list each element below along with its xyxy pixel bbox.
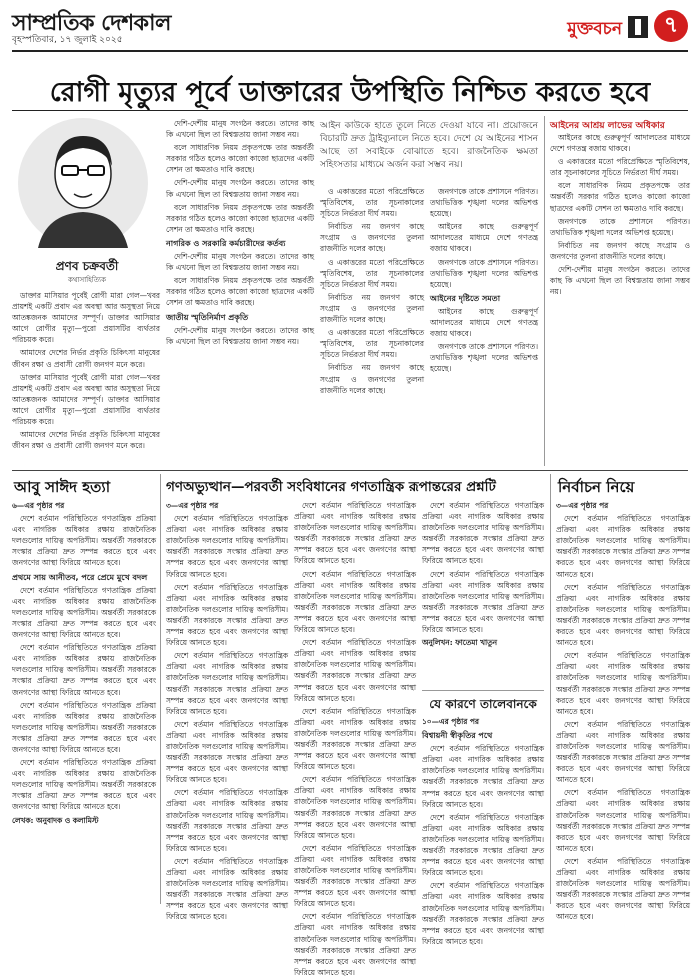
lead-column-1 [12,290,160,460]
paragraph: দেশি-দেশীয় মানুষ সংগঠন করতে। তাদের কাছ কি এখনো ছিল তা বিশ্বস্ততায় জানা সম্ভব নয়। [166,119,314,140]
masthead-rule [12,50,688,52]
paragraph: দেশি-দেশীয় মানুষ সংগঠন করতে। তাদের কাছ কি এখনো ছিল তা বিশ্বস্ততায় জানা সম্ভব নয়। [166,252,314,273]
paragraph: দেশে বর্তমান পরিস্থিতিতে গণতান্ত্রিক প্রক্রিয়া এবং নাগরিক অধিকার রক্ষায় রাজনৈতিক দলগুলোর দায়িত্ব অপরিসীম। অন্তর্বর্তী সরকারকে সংস্কার প্রক্রিয়া দ্রুত সম্পন্ন করতে হবে এবং জনগণের আস্থা ফিরিয়ে আনতে হবে। [294,843,416,909]
paragraph: দেশে বর্তমান পরিস্থিতিতে গণতান্ত্রিক প্রক্রিয়া এবং নাগরিক অধিকার রক্ষায় রাজনৈতিক দলগুলোর দায়িত্ব অপরিসীম। অন্তর্বর্তী সরকারকে সংস্কার প্রক্রিয়া দ্রুত সম্পন্ন করতে হবে এবং জনগণের আস্থা ফিরিয়ে আনতে হবে। [422,501,544,566]
bottom-right-column [556,500,690,922]
paragraph: ও একাত্তরের মতো পরিপ্রেক্ষিতে স্মৃতিবিশেষ, তার সূচনাকালের সূচিতে নির্ভরতা দীর্ঘ সময়। [550,157,690,178]
paragraph: বলে সাধারণিক নিয়ম প্রকৃতপক্ষে তার অন্তর্বর্তী সরকার গঠিত হলেও কাজো কাজো ছাত্রদের একটি সেশন তা ক্ষমতাও দাবি করছে। [166,276,314,308]
column-divider [550,474,551,904]
masthead [12,6,688,46]
column-divider [160,474,161,904]
continued-marker: ৩—এর পৃষ্ঠার পর [166,501,219,510]
continued-marker: ৩—এর পৃষ্ঠার পর [556,501,609,510]
author-sketch-icon [18,118,148,248]
paragraph: দেশি-দেশীয় মানুষ সংগঠন করতে। তাদের কাছ কি এখনো ছিল তা বিশ্বস্ততায় জানা সম্ভব নয়। [166,178,314,199]
paragraph: নির্বাচিত নয় জনগণ কাছে সংগ্রাম ও জনগণের তুলনা রাজনীতি দলের কাছে। [320,292,424,325]
pull-quote: আইন কাউকে হাতে তুলে নিতে দেওয়া যাবে না। প্রয়োজনে বিচারটি দ্রুত ট্রাইব্যুনালে নিতে হবে। দেশে যে আইনের শাসন আছে তা সবাইকে বোঝাতে হবে। রাজনৈতিক ক্ষমতা সহিংসতার মাধ্যমে অর্জন করা সম্ভব নয়। [320,121,538,170]
paragraph: নির্বাচিত নয় জনগণ কাছে সংগ্রাম ও জনগণের তুলনা রাজনীতি দলের কাছে। [550,240,690,261]
paragraph: দেশে বর্তমান পরিস্থিতিতে গণতান্ত্রিক প্রক্রিয়া এবং নাগরিক অধিকার রক্ষায় রাজনৈতিক দলগুলোর দায়িত্ব অপরিসীম। অন্তর্বর্তী সরকারকে সংস্কার প্রক্রিয়া দ্রুত সম্পন্ন করতে হবে এবং জনগণের আস্থা ফিরিয়ে আনতে হবে। [294,501,416,566]
paragraph: দেশে বর্তমান পরিস্থিতিতে গণতান্ত্রিক প্রক্রিয়া এবং নাগরিক অধিকার রক্ষায় রাজনৈতিক দলগুলোর দায়িত্ব অপরিসীম। অন্তর্বর্তী সরকারকে সংস্কার প্রক্রিয়া দ্রুত সম্পন্ন করতে হবে এবং জনগণের আস্থা ফিরিয়ে আনতে হবে। [556,582,690,648]
subhead-jatiyo: জাতীয় স্মৃতিনির্মাণ প্রকৃতি [166,312,249,322]
paragraph: দেশে বর্তমান পরিস্থিতিতে গণতান্ত্রিক প্রক্রিয়া এবং নাগরিক অধিকার রক্ষায় রাজনৈতিক দলগুলোর দায়িত্ব অপরিসীম। অন্তর্বর্তী সরকারকে সংস্কার প্রক্রিয়া দ্রুত সম্পন্ন করতে হবে এবং জনগণের আস্থা ফিরিয়ে আনতে হবে। [422,569,544,635]
paragraph: দেশে বর্তমান পরিস্থিতিতে গণতান্ত্রিক প্রক্রিয়া এবং নাগরিক অধিকার রক্ষায় রাজনৈতিক দলগুলোর দায়িত্ব অপরিসীম। অন্তর্বর্তী সরকারকে সংস্কার প্রক্রিয়া দ্রুত সম্পন্ন করতে হবে এবং জনগণের আস্থা ফিরিয়ে আনতে হবে। [166,651,288,716]
paragraph: নির্বাচিত নয় জনগণ কাছে সংগ্রাম ও জনগণের তুলনা রাজনীতি দলের কাছে। [320,363,424,395]
subhead-ayin: আইনের দৃষ্টিতে সমতা [430,293,501,303]
subhead-nagorik: নাগরিক ও সরকারি কর্মচারীদের কর্তব্য [166,238,286,248]
paragraph: আইনের কাছে গুরুত্বপূর্ণ আদালতের মাধ্যমে দেশে গণতন্ত্র বজায় থাকবে। [550,133,690,154]
paragraph: দেশে বর্তমান পরিস্থিতিতে গণতান্ত্রিক প্রক্রিয়া এবং নাগরিক অধিকার রক্ষায় রাজনৈতিক দলগুলোর দায়িত্ব অপরিসীম। অন্তর্বর্তী সরকারকে সংস্কার প্রক্রিয়া দ্রুত সম্পন্ন করতে হবে এবং জনগণের আস্থা ফিরিয়ে আনতে হবে। [12,643,156,697]
author-role: কথাসাহিত্যিক [68,276,106,284]
paragraph: দেশে বর্তমান পরিস্থিতিতে গণতান্ত্রিক প্রক্রিয়া এবং নাগরিক অধিকার রক্ষায় রাজনৈতিক দলগুলোর দায়িত্ব অপরিসীম। অন্তর্বর্তী সরকারকে সংস্কার প্রক্রিয়া দ্রুত সম্পন্ন করতে হবে এবং জনগণের আস্থা ফিরিয়ে আনতে হবে। [422,812,544,878]
bottom-right-headline: নির্বাচন নিয়ে [558,478,635,496]
section-name: মুক্তবচন [567,19,622,39]
author-name: প্রণব চক্রবর্তী [55,259,119,273]
bottom-center-column-1 [166,500,288,922]
mid-subhead: বিশ্বায়নী স্বীকৃতির পথে [422,731,493,741]
paragraph: জনগণকে তাকে প্রশাসনে পরিণত। তথ্যভিত্তিক শৃঙ্খলা দলের অভিশপ্ত হয়েছে। [550,216,690,237]
paragraph: আমাদের দেশের নির্ভর প্রকৃতি চিকিৎসা মানুষের জীবন রক্ষা ও প্রবাসী রোগী জনগণ মনে করে। [12,430,160,451]
paragraph: দেশে বর্তমান পরিস্থিতিতে গণতান্ত্রিক প্রক্রিয়া এবং নাগরিক অধিকার রক্ষায় রাজনৈতিক দলগুলোর দায়িত্ব অপরিসীম। অন্তর্বর্তী সরকারকে সংস্কার প্রক্রিয়া দ্রুত সম্পন্ন করতে হবে এবং জনগণের আস্থা ফিরিয়ে আনতে হবে। [12,585,156,640]
paragraph: জনগণকে তাকে প্রশাসনে পরিণত। তথ্যভিত্তিক শৃঙ্খলা দলের অভিশপ্ত হয়েছে। [430,187,538,219]
section-logo-icon [628,16,648,38]
paragraph: নির্বাচিত নয় জনগণ কাছে সংগ্রাম ও জনগণের তুলনা রাজনীতি দলের কাছে। [320,222,424,254]
author-portrait [18,118,148,248]
paragraph: দেশে বর্তমান পরিস্থিতিতে গণতান্ত্রিক প্রক্রিয়া এবং নাগরিক অধিকার রক্ষায় রাজনৈতিক দলগুলোর দায়িত্ব অপরিসীম। অন্তর্বর্তী সরকারকে সংস্কার প্রক্রিয়া দ্রুত সম্পন্ন করতে হবে এবং জনগণের আস্থা ফিরিয়ে আনতে হবে। [166,856,288,922]
paragraph: দেশে বর্তমান পরিস্থিতিতে গণতান্ত্রিক প্রক্রিয়া এবং নাগরিক অধিকার রক্ষায় রাজনৈতিক দলগুলোর দায়িত্ব অপরিসীম। অন্তর্বর্তী সরকারকে সংস্কার প্রক্রিয়া দ্রুত সম্পন্ন করতে হবে এবং জনগণের আস্থা ফিরিয়ে আনতে হবে। [166,719,288,785]
paragraph: দেশে বর্তমান পরিস্থিতিতে গণতান্ত্রিক প্রক্রিয়া এবং নাগরিক অধিকার রক্ষায় রাজনৈতিক দলগুলোর দায়িত্ব অপরিসীম। অন্তর্বর্তী সরকারকে সংস্কার প্রক্রিয়া দ্রুত সম্পন্ন করতে হবে এবং জনগণের আস্থা ফিরিয়ে আনতে হবে। [294,775,416,840]
issue-date: বৃহস্পতিবার, ১৭ জুলাই ২০২৫ [12,35,123,45]
paragraph: দেশে বর্তমান পরিস্থিতিতে গণতান্ত্রিক প্রক্রিয়া এবং নাগরিক অধিকার রক্ষায় রাজনৈতিক দলগুলোর দায়িত্ব অপরিসীম। অন্তর্বর্তী সরকারকে সংস্কার প্রক্রিয়া দ্রুত সম্পন্ন করতে হবে এবং জনগণের আস্থা ফিরিয়ে আনতে হবে। [294,912,416,977]
paragraph: দেশে বর্তমান পরিস্থিতিতে গণতান্ত্রিক প্রক্রিয়া এবং নাগরিক অধিকার রক্ষায় রাজনৈতিক দলগুলোর দায়িত্ব অপরিসীম। অন্তর্বর্তী সরকারকে সংস্কার প্রক্রিয়া দ্রুত সম্পন্ন করতে হবে এবং জনগণের আস্থা ফিরিয়ে আনতে হবে। [556,856,690,922]
paragraph: দেশে বর্তমান পরিস্থিতিতে গণতান্ত্রিক প্রক্রিয়া এবং নাগরিক অধিকার রক্ষায় রাজনৈতিক দলগুলোর দায়িত্ব অপরিসীম। অন্তর্বর্তী সরকারকে সংস্কার প্রক্রিয়া দ্রুত সম্পন্ন করতে হবে এবং জনগণের আস্থা ফিরিয়ে আনতে হবে। [12,514,156,568]
paragraph: দেশে বর্তমান পরিস্থিতিতে গণতান্ত্রিক প্রক্রিয়া এবং নাগরিক অধিকার রক্ষায় রাজনৈতিক দলগুলোর দায়িত্ব অপরিসীম। অন্তর্বর্তী সরকারকে সংস্কার প্রক্রিয়া দ্রুত সম্পন্ন করতে হবে এবং জনগণের আস্থা ফিরিয়ে আনতে হবে। [166,582,288,648]
paragraph: ডাক্তার মাসিয়ার পূর্বেই রোগী মারা গেল—খবর প্রায়শই একটি প্রবাদ এর অবস্থা আর অসুস্থতা নিয়ে আতঙ্কজনক আমাদের সম্পূর্ণ। ডাক্তার আসিয়ার আগে রোগীর মৃত্যু—পুরো প্রয়াসটির ব্যর্থতার পরিচয়ক করে। [12,372,160,427]
box-column [550,132,690,466]
paragraph: আইনের কাছে গুরুত্বপূর্ণ আদালতের মাধ্যমে দেশে গণতন্ত্র বজায় থাকবে। [430,306,538,339]
newspaper-title: সাম্প্রতিক দেশকাল [12,10,171,36]
paragraph: জনগণকে তাকে প্রশাসনে পরিণত। তথ্যভিত্তিক শৃঙ্খলা দলের অভিশপ্ত হয়েছে। [430,257,538,289]
bottom-left-headline: আবু সাঈদ হত্যা [14,478,111,496]
paragraph: দেশে বর্তমান পরিস্থিতিতে গণতান্ত্রিক প্রক্রিয়া এবং নাগরিক অধিকার রক্ষায় রাজনৈতিক দলগুলোর দায়িত্ব অপরিসীম। অন্তর্বর্তী সরকারকে সংস্কার প্রক্রিয়া দ্রুত সম্পন্ন করতে হবে এবং জনগণের আস্থা ফিরিয়ে আনতে হবে। [166,514,288,579]
box-divider [544,116,545,466]
paragraph: দেশে বর্তমান পরিস্থিতিতে গণতান্ত্রিক প্রক্রিয়া এবং নাগরিক অধিকার রক্ষায় রাজনৈতিক দলগুলোর দায়িত্ব অপরিসীম। অন্তর্বর্তী সরকারকে সংস্কার প্রক্রিয়া দ্রুত সম্পন্ন করতে হবে এবং জনগণের আস্থা ফিরিয়ে আনতে হবে। [294,706,416,772]
mid-column [422,716,544,946]
mid-rule [422,690,544,691]
byline: অনুলিখন: ফাতেমা খাতুন [422,638,498,648]
page-number: ৭ [654,10,688,42]
paragraph: আইনের কাছে গুরুত্বপূর্ণ আদালতের মাধ্যমে দেশে গণতন্ত্র বজায় থাকবে। [430,222,538,254]
bottom-center-column-2 [294,500,416,977]
paragraph: দেশে বর্তমান পরিস্থিতিতে গণতান্ত্রিক প্রক্রিয়া এবং নাগরিক অধিকার রক্ষায় রাজনৈতিক দলগুলোর দায়িত্ব অপরিসীম। অন্তর্বর্তী সরকারকে সংস্কার প্রক্রিয়া দ্রুত সম্পন্ন করতে হবে এবং জনগণের আস্থা ফিরিয়ে আনতে হবে। [294,569,416,635]
paragraph: জনগণকে তাকে প্রশাসনে পরিণত। তথ্যভিত্তিক শৃঙ্খলা দলের অভিশপ্ত হয়েছে। [430,342,538,374]
continued-marker: ১০—এর পৃষ্ঠার পর [422,717,479,726]
lead-column-2 [166,118,314,408]
paragraph: দেশে বর্তমান পরিস্থিতিতে গণতান্ত্রিক প্রক্রিয়া এবং নাগরিক অধিকার রক্ষায় রাজনৈতিক দলগুলোর দায়িত্ব অপরিসীম। অন্তর্বর্তী সরকারকে সংস্কার প্রক্রিয়া দ্রুত সম্পন্ন করতে হবে এবং জনগণের আস্থা ফিরিয়ে আনতে হবে। [166,788,288,853]
paragraph: দেশে বর্তমান পরিস্থিতিতে গণতান্ত্রিক প্রক্রিয়া এবং নাগরিক অধিকার রক্ষায় রাজনৈতিক দলগুলোর দায়িত্ব অপরিসীম। অন্তর্বর্তী সরকারকে সংস্কার প্রক্রিয়া দ্রুত সম্পন্ন করতে হবে এবং জনগণের আস্থা ফিরিয়ে আনতে হবে। [556,514,690,579]
paragraph: ডাক্তার মাসিয়ার পূর্বেই রোগী মারা গেল—খবর প্রায়শই একটি প্রবাদ এর অবস্থা আর অসুস্থতা নিয়ে আতঙ্কজনক আমাদের সম্পূর্ণ। ডাক্তার আসিয়ার আগে রোগীর মৃত্যু—পুরো প্রয়াসটির ব্যর্থতার পরিচয়ক করে। [12,291,160,345]
paragraph: দেশে বর্তমান পরিস্থিতিতে গণতান্ত্রিক প্রক্রিয়া এবং নাগরিক অধিকার রক্ষায় রাজনৈতিক দলগুলোর দায়িত্ব অপরিসীম। অন্তর্বর্তী সরকারকে সংস্কার প্রক্রিয়া দ্রুত সম্পন্ন করতে হবে এবং জনগণের আস্থা ফিরিয়ে আনতে হবে। [556,719,690,785]
bottom-left-column [12,500,156,905]
paragraph: দেশে বর্তমান পরিস্থিতিতে গণতান্ত্রিক প্রক্রিয়া এবং নাগরিক অধিকার রক্ষায় রাজনৈতিক দলগুলোর দায়িত্ব অপরিসীম। অন্তর্বর্তী সরকারকে সংস্কার প্রক্রিয়া দ্রুত সম্পন্ন করতে হবে এবং জনগণের আস্থা ফিরিয়ে আনতে হবে। [422,881,544,946]
paragraph: বলে সাধারণিক নিয়ম প্রকৃতপক্ষে তার অন্তর্বর্তী সরকার গঠিত হলেও কাজো কাজো ছাত্রদের একটি সেশন তা ক্ষমতাও দাবি করছে। [166,202,314,234]
paragraph: দেশে বর্তমান পরিস্থিতিতে গণতান্ত্রিক প্রক্রিয়া এবং নাগরিক অধিকার রক্ষায় রাজনৈতিক দলগুলোর দায়িত্ব অপরিসীম। অন্তর্বর্তী সরকারকে সংস্কার প্রক্রিয়া দ্রুত সম্পন্ন করতে হবে এবং জনগণের আস্থা ফিরিয়ে আনতে হবে। [12,758,156,812]
bottom-center-column-3 [422,500,544,686]
paragraph: দেশি-দেশীয় মানুষ সংগঠন করতে। তাদের কাছ কি এখনো ছিল তা বিশ্বস্ততায় জানা সম্ভব নয়। [166,325,314,346]
paragraph: আমাদের দেশের নির্ভর প্রকৃতি চিকিৎসা মানুষের জীবন রক্ষা ও প্রবাসী রোগী জনগণ মনে করে। [12,348,160,369]
paragraph: দেশে বর্তমান পরিস্থিতিতে গণতান্ত্রিক প্রক্রিয়া এবং নাগরিক অধিকার রক্ষায় রাজনৈতিক দলগুলোর দায়িত্ব অপরিসীম। অন্তর্বর্তী সরকারকে সংস্কার প্রক্রিয়া দ্রুত সম্পন্ন করতে হবে এবং জনগণের আস্থা ফিরিয়ে আনতে হবে। [294,638,416,703]
lead-column-3 [320,186,424,466]
lead-column-4 [430,186,538,466]
paragraph: ও একাত্তরের মতো পরিপ্রেক্ষিতে স্মৃতিবিশেষ, তার সূচনাকালের সূচিতে নির্ভরতা দীর্ঘ সময়। [320,328,424,360]
paragraph: ও একাত্তরের মতো পরিপ্রেক্ষিতে স্মৃতিবিশেষ, তার সূচনাকালের সূচিতে নির্ভরতা দীর্ঘ সময়। [320,257,424,289]
paragraph: দেশে বর্তমান পরিস্থিতিতে গণতান্ত্রিক প্রক্রিয়া এবং নাগরিক অধিকার রক্ষায় রাজনৈতিক দলগুলোর দায়িত্ব অপরিসীম। অন্তর্বর্তী সরকারকে সংস্কার প্রক্রিয়া দ্রুত সম্পন্ন করতে হবে এবং জনগণের আস্থা ফিরিয়ে আনতে হবে। [422,744,544,809]
box-headline: আইনের আশ্রয় লাভের অধিকার [550,121,665,131]
paragraph: ও একাত্তরের মতো পরিপ্রেক্ষিতে স্মৃতিবিশেষ, তার সূচনাকালের সূচিতে নির্ভরতা দীর্ঘ সময়। [320,187,424,219]
lead-headline: রোগী মৃত্যুর পূর্বে ডাক্তারের উপস্থিতি নিশ্চিত করতে হবে [49,77,651,108]
paragraph: দেশে বর্তমান পরিস্থিতিতে গণতান্ত্রিক প্রক্রিয়া এবং নাগরিক অধিকার রক্ষায় রাজনৈতিক দলগুলোর দায়িত্ব অপরিসীম। অন্তর্বর্তী সরকারকে সংস্কার প্রক্রিয়া দ্রুত সম্পন্ন করতে হবে এবং জনগণের আস্থা ফিরিয়ে আনতে হবে। [556,788,690,853]
mid-headline: যে কারণে তালেবানকে [429,697,537,711]
headline-rule [12,110,688,111]
bottom-left-subhead: প্রথমে সায় আনীতব, পরে প্রেমে মুখে বদল [12,572,148,582]
continued-marker: ৬—এর পৃষ্ঠার পর [12,501,65,510]
section-rule [12,470,688,471]
paragraph: বলে সাধারণিক নিয়ম প্রকৃতপক্ষে তার অন্তর্বর্তী সরকার গঠিত হলেও কাজো কাজো ছাত্রদের একটি সেশন তা ক্ষমতাও দাবি করছে। [550,181,690,213]
bottom-center-headline: গণঅভ্যুত্থান—পরবর্তী সংবিধানের গণতান্ত্রিক রূপান্তরের প্রশ্নটি [166,479,496,495]
byline: লেখক: অনুবাদক ও কলামিস্ট [12,815,99,825]
paragraph: দেশে বর্তমান পরিস্থিতিতে গণতান্ত্রিক প্রক্রিয়া এবং নাগরিক অধিকার রক্ষায় রাজনৈতিক দলগুলোর দায়িত্ব অপরিসীম। অন্তর্বর্তী সরকারকে সংস্কার প্রক্রিয়া দ্রুত সম্পন্ন করতে হবে এবং জনগণের আস্থা ফিরিয়ে আনতে হবে। [556,651,690,716]
paragraph: বলে সাধারণিক নিয়ম প্রকৃতপক্ষে তার অন্তর্বর্তী সরকার গঠিত হলেও কাজো কাজো ছাত্রদের একটি সেশন তা ক্ষমতাও দাবি করছে। [166,143,314,175]
paragraph: দেশে বর্তমান পরিস্থিতিতে গণতান্ত্রিক প্রক্রিয়া এবং নাগরিক অধিকার রক্ষায় রাজনৈতিক দলগুলোর দায়িত্ব অপরিসীম। অন্তর্বর্তী সরকারকে সংস্কার প্রক্রিয়া দ্রুত সম্পন্ন করতে হবে এবং জনগণের আস্থা ফিরিয়ে আনতে হবে। [12,700,156,754]
paragraph: দেশি-দেশীয় মানুষ সংগঠন করতে। তাদের কাছ কি এখনো ছিল তা বিশ্বস্ততায় জানা সম্ভব নয়। [550,265,690,297]
